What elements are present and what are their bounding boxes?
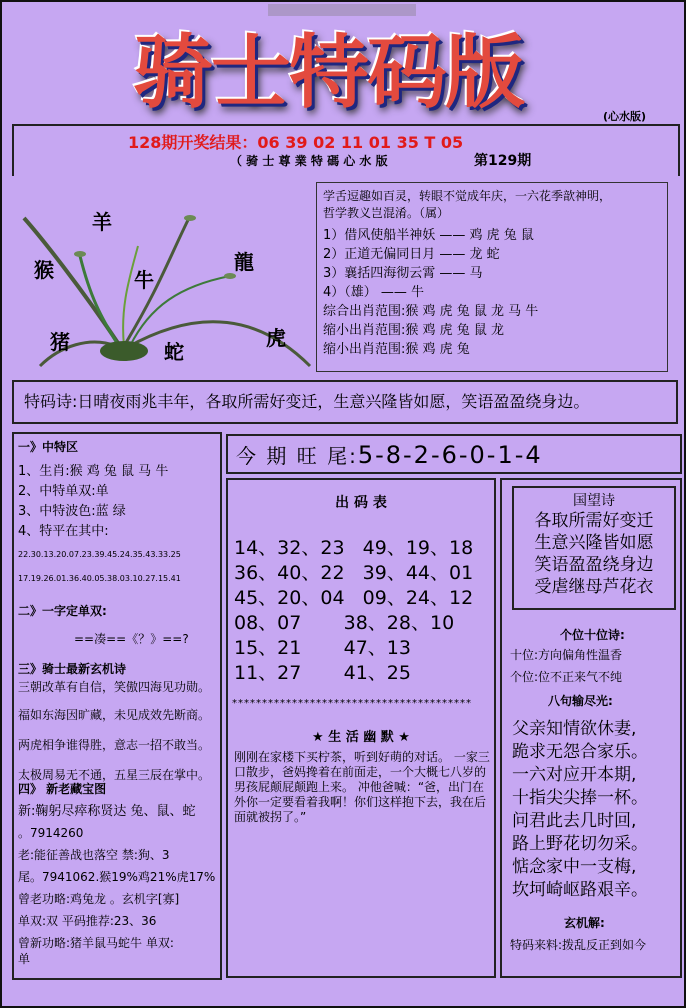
- number-table: [226, 478, 496, 978]
- guowang-title: 国望诗: [573, 493, 615, 509]
- poem-line: 缩小出肖范围:猴 鸡 虎 兔 鼠 龙: [323, 323, 505, 338]
- zodiac-label: 牛: [134, 268, 154, 292]
- tema-poem: 特码诗:日晴夜雨兆丰年，各取所需好变迁，生意兴隆皆如愿，笑语盈盈绕身边。: [12, 380, 678, 424]
- tail-number-bar: [226, 434, 682, 474]
- poem-line: 太极周易无不通，五星三辰在掌中。: [18, 768, 211, 782]
- riddle-line: ==凑==《？》==?: [74, 632, 189, 646]
- number-list: 22.30.13.20.07.23.39.45.24.35.43.33.25: [18, 550, 181, 559]
- section-heading: 八句输尽光:: [548, 694, 613, 708]
- zodiac-label: 蛇: [164, 340, 184, 364]
- treasure-line: 。7914260: [18, 826, 84, 840]
- section-heading: 四》 新老藏宝图: [18, 782, 107, 796]
- section-heading: 个位十位诗:: [560, 628, 625, 642]
- poem-line: 十指尖尖捧一杯。: [512, 788, 648, 808]
- info-line: 3、中特波色:蓝 绿: [18, 504, 126, 519]
- divider: ****************************************: [232, 698, 472, 709]
- poem-line: 笑语盈盈绕身边: [534, 555, 654, 575]
- poem-line: 跪求无怨合家乐。: [512, 742, 648, 762]
- poem-block: [512, 718, 678, 902]
- edition-label: (心水版): [603, 110, 647, 123]
- number-list: 17.19.26.01.36.40.05.38.03.10.27.15.41: [18, 574, 181, 583]
- poem-line: 哲学教义岂混淆。（属）: [323, 206, 450, 220]
- poem-line: 坎坷崎岖路艰辛。: [512, 880, 648, 900]
- section-heading: 三》骑士最新玄机诗: [18, 662, 127, 676]
- treasure-line: 老:能征善战也落空 禁:狗、3: [18, 848, 170, 862]
- section-heading: 一》中特区: [18, 440, 79, 454]
- tail-label: 今 期 旺 尾:: [236, 444, 358, 468]
- left-column: [12, 432, 222, 980]
- treasure-line: 曾老功略:鸡兔龙 。玄机字[寡]: [18, 892, 180, 906]
- poem-line: 受虐继母芦花衣: [534, 577, 654, 597]
- humor-text: 刚刚在家楼下买柠茶，听到好萌的对话。 一家三口散步，爸妈搀着在前面走，一个大概七八岁的男孩屁颠屁颠跑上来。 冲他爸喊：“爸，出门在外你一定要看着我啊！你们这样抱下去，我在后面就被拐了。”: [234, 750, 490, 824]
- zodiac-label: 猪: [50, 330, 70, 354]
- info-line: 个位:位不正来气不纯: [510, 670, 623, 684]
- poem-line: 3）襄括四海彻云霄 —— 马: [323, 266, 483, 281]
- poem-line: 一六对应开本期,: [512, 765, 637, 785]
- poem-line: 福如东海因旷藏，未见成效先断商。: [18, 708, 211, 722]
- number-grid: 14、32、23 49、19、18 36、40、22 39、44、01 45、20、04 09、24、12 08、07 38、28、10 15、21 47、13 11、27 41、25: [234, 537, 474, 684]
- poem-line: 两虎相争谁得胜，意志一招不敢当。: [18, 738, 211, 752]
- issue-number: 第129期: [474, 153, 532, 169]
- zodiac-label: 羊: [92, 210, 112, 234]
- right-column: [500, 478, 682, 978]
- poem-line: 4）（雄） —— 牛: [323, 285, 425, 300]
- poem-line: 惦念家中一支梅,: [512, 857, 637, 877]
- humor-title: ★ 生 活 幽 默 ★: [312, 730, 410, 745]
- number-table-title: 出 码 表: [335, 495, 387, 511]
- treasure-line: 新:鞠躬尽瘁称贤达 兔、鼠、蛇: [18, 804, 196, 819]
- section-heading: 二》一字定单双:: [18, 604, 107, 618]
- info-line: 4、特平在其中:: [18, 524, 109, 539]
- draw-result: 128期开奖结果：06 39 02 11 01 35 T 05: [128, 133, 464, 152]
- zodiac-label: 猴: [34, 258, 54, 282]
- guowang-poem-box: [512, 486, 676, 610]
- poem-line: 父亲知情欲休妻,: [512, 719, 637, 739]
- treasure-line: 尾。7941062.猴19%鸡21%虎17%: [18, 870, 216, 884]
- zodiac-label: 虎: [266, 326, 286, 350]
- tail-value: 5-8-2-6-0-1-4: [357, 441, 543, 469]
- treasure-line: 单双:双 平码推荐:23、36: [18, 914, 157, 928]
- page-title: 骑士特码版: [133, 25, 523, 119]
- section-heading: 玄机解:: [564, 916, 605, 930]
- poem-line: 综合出肖范围:猴 鸡 虎 兔 鼠 龙 马 牛: [323, 304, 539, 319]
- poem-line: 各取所需好变迁: [534, 511, 654, 531]
- info-line: 十位:方向偏角性温香: [510, 648, 623, 662]
- poem-line: 2）正道无偏同日月 —— 龙 蛇: [323, 247, 500, 262]
- info-line: 1、生肖:猴 鸡 兔 鼠 马 牛: [18, 464, 169, 479]
- zodiac-label: 龍: [234, 250, 254, 274]
- poem-line: 三朝改革有自信，笑傲四海见功勋。: [18, 680, 211, 694]
- info-line: 2、中特单双:单: [18, 484, 109, 499]
- subtitle: （ 骑 士 尊 業 特 碼 心 水 版: [230, 154, 388, 168]
- riddle-poem-box: [316, 182, 668, 372]
- treasure-line: 曾新功略:猪羊鼠马蛇牛 单双:: [18, 936, 174, 950]
- info-line: 特码来料:拨乱反正到如今: [510, 938, 647, 952]
- poem-line: 问君此去几时回,: [512, 811, 637, 831]
- poem-line: 1）借风使船半神妖 —— 鸡 虎 兔 鼠: [323, 228, 534, 243]
- top-strip: [268, 4, 416, 16]
- treasure-line: 单: [18, 952, 31, 966]
- poem-line: 生意兴隆皆如愿: [534, 533, 654, 553]
- poem-line: 路上野花切勿采。: [512, 834, 648, 854]
- poem-line: 缩小出肖范围:猴 鸡 虎 兔: [323, 342, 470, 357]
- poem-line: 学舌逗趣如百灵，转眼不觉成年庆，一六花季歆神明，: [323, 189, 612, 203]
